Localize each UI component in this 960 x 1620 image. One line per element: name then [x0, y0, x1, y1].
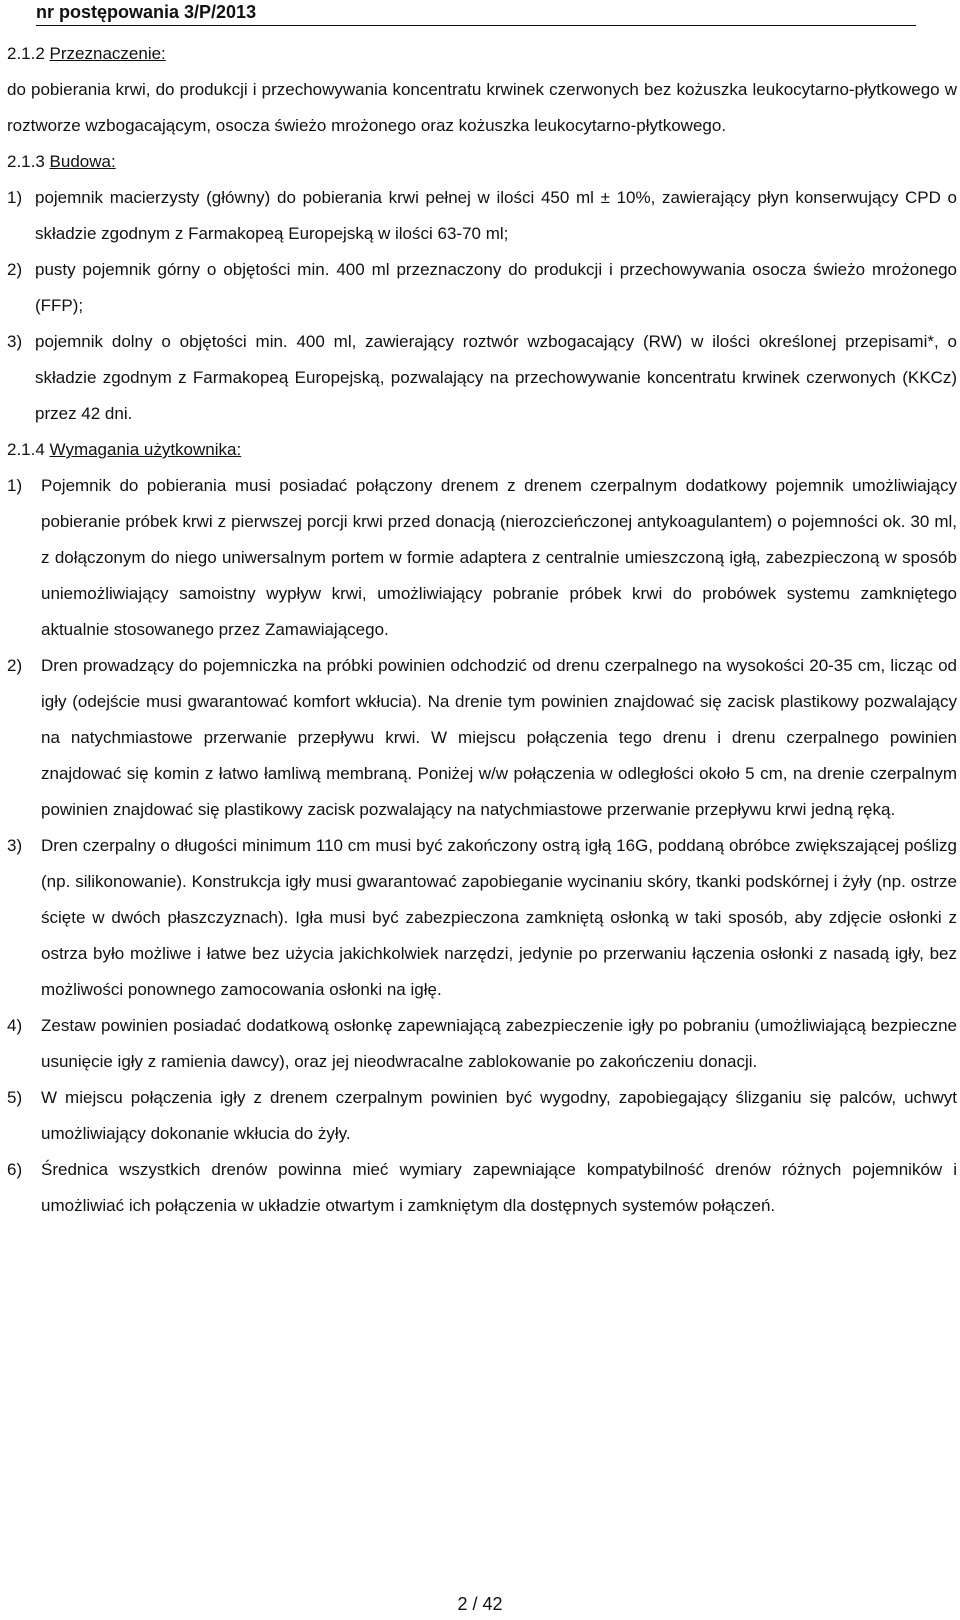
list-item-text: Dren czerpalny o długości minimum 110 cm musi być zakończony ostrą igłą 16G, poddaną obróbce zwiększającej poślizg (np. silikonowanie). Konstrukcja igły musi gwarantować zapobieganie wycinaniu skóry, tkanki podskórnej i żyły (np. ostrze ścięte w dwóch płaszczyznach). Igła musi być zabezpieczona zamkniętą osłonką w taki sposób, aby zdjęcie osłonki z ostrza było możliwe i łatwe bez użycia jakichkolwiek narzędzi, jedynie po przerwaniu łączenia osłonki z nasadą igły, bez możliwości ponownego zamocowania osłonki na igłę. [41, 836, 957, 999]
list-item [7, 1008, 957, 1080]
section-212-title: Przeznaczenie: [49, 44, 166, 63]
list-item-text: Pojemnik do pobierania musi posiadać połączony drenem z drenem czerpalnym dodatkowy pojemnik umożliwiający pobieranie próbek krwi z pierwszej porcji krwi przed donacją (nierozcieńczonej antykoagulantem) o pojemności ok. 30 ml, z dołączonym do niego uniwersalnym portem w formie adaptera z centralnie umieszczoną igłą, zabezpieczoną w sposób uniemożliwiający samoistny wypływ krwi, umożliwiający pobranie próbek krwi do probówek systemu zamkniętego aktualnie stosowanego przez Zamawiającego. [41, 476, 957, 639]
section-214-number: 2.1.4 [7, 440, 45, 459]
list-item [7, 252, 957, 324]
list-item-number: 5) [7, 1088, 23, 1107]
list-item-text: pusty pojemnik górny o objętości min. 400 ml przeznaczony do produkcji i przechowywania osocza świeżo mrożonego (FFP); [35, 260, 957, 315]
list-item-number: 3) [7, 836, 23, 855]
page-number: 2 / 42 [457, 1594, 503, 1614]
list-item [7, 324, 957, 432]
section-213-number: 2.1.3 [7, 152, 45, 171]
list-item-number: 1) [7, 476, 23, 495]
list-item-text: pojemnik macierzysty (główny) do pobierania krwi pełnej w ilości 450 ml ± 10%, zawierający płyn konserwujący CPD o składzie zgodnym z Farmakopeą Europejską w ilości 63-70 ml; [35, 188, 957, 243]
section-212-body: do pobierania krwi, do produkcji i przechowywania koncentratu krwinek czerwonych bez kożuszka leukocytarno-płytkowego w roztworze wzbogacającym, osocza świeżo mrożonego oraz kożuszka leukocytarno-płytkowego. [7, 80, 957, 135]
list-item-text: pojemnik dolny o objętości min. 400 ml, zawierający roztwór wzbogacający (RW) w ilości określonej przepisami*, o składzie zgodnym z Farmakopeą Europejską, pozwalający na przechowywanie koncentratu krwinek czerwonych (KKCz) przez 42 dni. [35, 332, 957, 423]
list-item [7, 1080, 957, 1152]
list-item-number: 6) [7, 1160, 23, 1179]
list-item-number: 3) [7, 332, 23, 351]
list-item [7, 828, 957, 1008]
list-item-number: 2) [7, 656, 23, 675]
list-item-number: 2) [7, 260, 23, 279]
list-item-number: 1) [7, 188, 23, 207]
list-item-text: W miejscu połączenia igły z drenem czerpalnym powinien być wygodny, zapobiegający ślizganiu się palców, uchwyt umożliwiający dokonanie wkłucia do żyły. [41, 1088, 957, 1143]
section-214-title: Wymagania użytkownika: [49, 440, 242, 459]
list-item [7, 468, 957, 648]
section-213-title: Budowa: [49, 152, 116, 171]
section-212-number: 2.1.2 [7, 44, 45, 63]
page-header: nr postępowania 3/P/2013 [36, 0, 916, 26]
section-212-heading [7, 36, 957, 72]
list-item-text: Średnica wszystkich drenów powinna mieć wymiary zapewniające kompatybilność drenów różnych pojemników i umożliwiać ich połączenia w układzie otwartym i zamkniętym dla dostępnych systemów połączeń. [41, 1160, 957, 1215]
section-213-heading [7, 144, 957, 180]
list-item [7, 180, 957, 252]
list-item [7, 1152, 957, 1224]
list-item [7, 648, 957, 828]
list-item-number: 4) [7, 1016, 23, 1035]
document-body [7, 36, 957, 1224]
list-item-text: Zestaw powinien posiadać dodatkową osłonkę zapewniającą zabezpieczenie igły po pobraniu (umożliwiającą bezpieczne usunięcie igły z ramienia dawcy), oraz jej nieodwracalne zablokowanie po zakończeniu donacji. [41, 1016, 957, 1071]
list-item-text: Dren prowadzący do pojemniczka na próbki powinien odchodzić od drenu czerpalnego na wysokości 20-35 cm, licząc od igły (odejście musi gwarantować komfort wkłucia). Na drenie tym powinien znajdować się zacisk plastikowy pozwalający na natychmiastowe przerwanie przepływu krwi. W miejscu połączenia tego drenu i drenu czerpalnego powinien znajdować się komin z łatwo łamliwą membraną. Poniżej w/w połączenia w odległości około 5 cm, na drenie czerpalnym powinien znajdować się plastikowy zacisk pozwalający na natychmiastowe przerwanie przepływu krwi jedną ręką. [41, 656, 957, 819]
section-214-heading [7, 432, 957, 468]
